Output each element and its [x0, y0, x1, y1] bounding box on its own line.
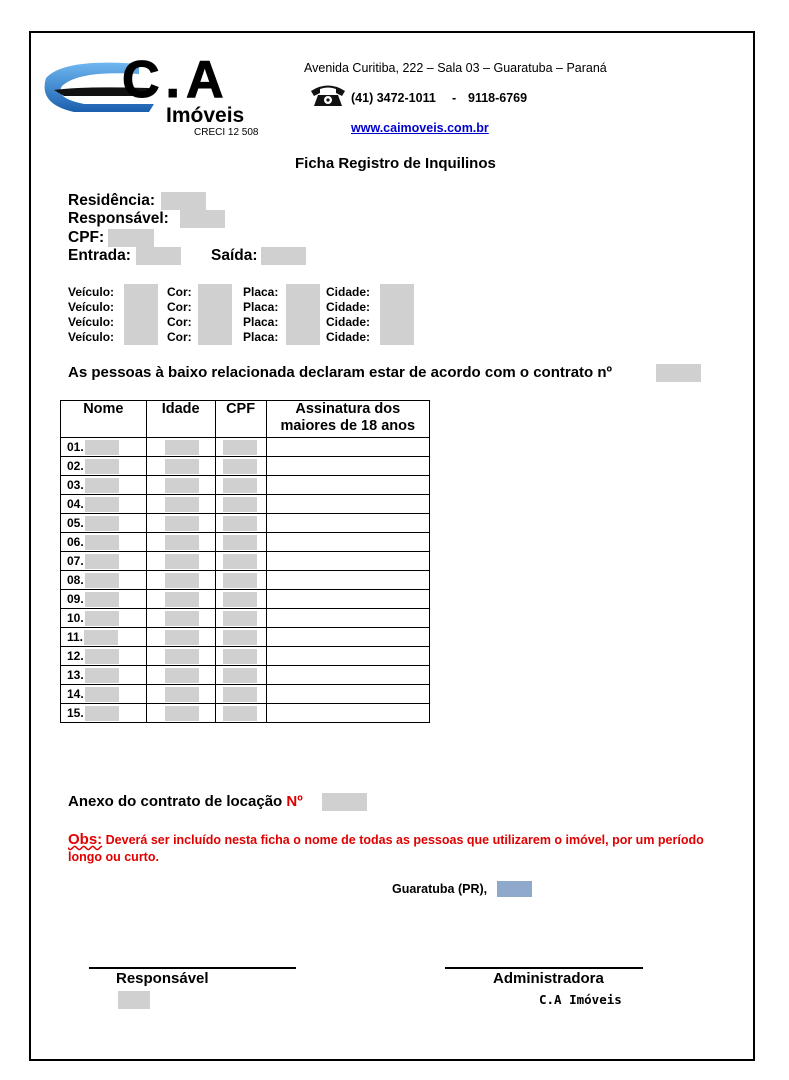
idade-field[interactable]: [165, 459, 199, 474]
row-number: 06.: [67, 535, 84, 550]
cell-assinatura[interactable]: [266, 476, 429, 495]
inhabitants-table: [60, 400, 430, 723]
entrada-label: Entrada:: [68, 247, 131, 264]
logo-sub-text: Imóveis: [166, 104, 245, 127]
cell-idade: [146, 495, 215, 514]
signature-line-left: [89, 967, 296, 969]
cell-nome: [61, 666, 147, 685]
cell-idade: [146, 590, 215, 609]
phone-number-1: (41) 3472-1011: [351, 91, 436, 105]
obs-text: Deverá ser incluído nesta ficha o nome de todas as pessoas que utilizarem o imóvel, por um período longo ou curto.: [68, 833, 704, 864]
table-row: [61, 685, 430, 704]
cell-idade: [146, 457, 215, 476]
idade-field[interactable]: [165, 668, 199, 683]
cpf-field[interactable]: [108, 229, 154, 247]
cell-assinatura[interactable]: [266, 628, 429, 647]
cell-cpf: [215, 438, 266, 457]
idade-field[interactable]: [165, 478, 199, 493]
table-row: [61, 438, 430, 457]
cell-nome: [61, 571, 147, 590]
page-title: Ficha Registro de Inquilinos: [295, 155, 496, 172]
row-number: 02.: [67, 459, 84, 474]
idade-field[interactable]: [165, 497, 199, 512]
cell-cpf: [215, 685, 266, 704]
col-assinatura-header: Assinatura dos maiores de 18 anos: [266, 401, 429, 438]
cell-idade: [146, 552, 215, 571]
cpf-label: CPF:: [68, 229, 105, 246]
cell-cpf: [215, 495, 266, 514]
cell-assinatura[interactable]: [266, 533, 429, 552]
cell-assinatura[interactable]: [266, 457, 429, 476]
table-row: [61, 457, 430, 476]
cell-nome: [61, 533, 147, 552]
idade-field[interactable]: [165, 535, 199, 550]
idade-field[interactable]: [165, 440, 199, 455]
table-row: [61, 514, 430, 533]
cell-assinatura[interactable]: [266, 514, 429, 533]
cell-nome: [61, 438, 147, 457]
placa-label: Placa:: [243, 300, 279, 314]
saida-field[interactable]: [261, 247, 306, 265]
cell-idade: [146, 533, 215, 552]
cidade-label: Cidade:: [326, 300, 371, 314]
cell-idade: [146, 704, 215, 723]
cell-nome: [61, 628, 147, 647]
cell-cpf: [215, 571, 266, 590]
cell-assinatura[interactable]: [266, 495, 429, 514]
cell-cpf: [215, 647, 266, 666]
cpf-row-field[interactable]: [223, 668, 257, 683]
cpf-row-field[interactable]: [223, 478, 257, 493]
idade-field[interactable]: [165, 706, 199, 721]
cell-nome: [61, 609, 147, 628]
col-cpf-header: CPF: [215, 401, 266, 438]
idade-field[interactable]: [165, 592, 199, 607]
cpf-row-field[interactable]: [223, 687, 257, 702]
saida-label: Saída:: [211, 247, 258, 264]
table-row: [61, 666, 430, 685]
cell-cpf: [215, 704, 266, 723]
declaration-text: As pessoas à baixo relacionada declaram estar de acordo com o contrato nº: [68, 364, 613, 381]
cell-cpf: [215, 533, 266, 552]
table-row: [61, 552, 430, 571]
cell-nome: [61, 685, 147, 704]
cpf-row-field[interactable]: [223, 630, 257, 645]
date-field[interactable]: [497, 881, 532, 897]
cor-label: Cor:: [167, 300, 192, 314]
contract-number-field[interactable]: [656, 364, 701, 382]
veiculo-label: Veículo:: [68, 315, 115, 329]
table-row: [61, 609, 430, 628]
obs-note: [68, 831, 708, 866]
nome-field[interactable]: [85, 649, 119, 664]
placa-field[interactable]: [286, 284, 320, 345]
row-number: 01.: [67, 440, 84, 455]
cell-assinatura[interactable]: [266, 571, 429, 590]
cell-idade: [146, 438, 215, 457]
cell-nome: [61, 647, 147, 666]
table-row: [61, 628, 430, 647]
signature-line-right: [445, 967, 643, 969]
nome-field[interactable]: [85, 611, 119, 626]
table-row: [61, 590, 430, 609]
cell-idade: [146, 628, 215, 647]
signature-left-field[interactable]: [118, 991, 150, 1009]
cell-assinatura[interactable]: [266, 590, 429, 609]
cor-label: Cor:: [167, 315, 192, 329]
cell-cpf: [215, 666, 266, 685]
idade-field[interactable]: [165, 630, 199, 645]
cell-idade: [146, 647, 215, 666]
phone-number-2: 9118-6769: [468, 91, 528, 105]
row-number: 12.: [67, 649, 84, 664]
cell-nome: [61, 457, 147, 476]
entrada-field[interactable]: [136, 247, 181, 265]
cell-cpf: [215, 457, 266, 476]
cell-idade: [146, 514, 215, 533]
residencia-label: Residência:: [68, 192, 156, 209]
cell-nome: [61, 476, 147, 495]
cpf-row-field[interactable]: [223, 459, 257, 474]
nome-field[interactable]: [85, 440, 119, 455]
table-row: [61, 533, 430, 552]
row-number: 04.: [67, 497, 84, 512]
signature-label-left: Responsável: [116, 970, 209, 987]
cell-idade: [146, 571, 215, 590]
cpf-row-field[interactable]: [223, 516, 257, 531]
cell-assinatura[interactable]: [266, 647, 429, 666]
row-number: 05.: [67, 516, 84, 531]
nome-field[interactable]: [85, 706, 119, 721]
anexo-number-field[interactable]: [322, 793, 367, 811]
signature-company-right: C.A Imóveis: [539, 992, 622, 1007]
cpf-row-field[interactable]: [223, 497, 257, 512]
logo-main-text: C.A: [122, 51, 230, 109]
nome-field[interactable]: [85, 497, 119, 512]
veiculo-label: Veículo:: [68, 300, 115, 314]
placa-label: Placa:: [243, 285, 279, 299]
veiculo-field[interactable]: [124, 284, 158, 345]
idade-field[interactable]: [165, 516, 199, 531]
cell-assinatura[interactable]: [266, 685, 429, 704]
cidade-field[interactable]: [380, 284, 414, 345]
idade-field[interactable]: [165, 573, 199, 588]
cpf-row-field[interactable]: [223, 554, 257, 569]
cell-cpf: [215, 514, 266, 533]
anexo-label: Anexo do contrato de locação: [68, 793, 283, 810]
cell-nome: [61, 704, 147, 723]
row-number: 10.: [67, 611, 84, 626]
table-row: [61, 704, 430, 723]
cell-nome: [61, 514, 147, 533]
idade-field[interactable]: [165, 554, 199, 569]
placa-label: Placa:: [243, 330, 279, 344]
nome-field[interactable]: [85, 478, 119, 493]
row-number: 13.: [67, 668, 84, 683]
nome-field[interactable]: [85, 592, 119, 607]
nome-field[interactable]: [85, 516, 119, 531]
cell-idade: [146, 685, 215, 704]
telephone-icon: [309, 82, 347, 108]
cor-label: Cor:: [167, 285, 192, 299]
row-number: 09.: [67, 592, 84, 607]
residencia-field[interactable]: [161, 192, 206, 210]
row-number: 03.: [67, 478, 84, 493]
table-header-row: [61, 401, 430, 438]
obs-label: Obs:: [68, 831, 103, 848]
nome-field[interactable]: [85, 687, 119, 702]
signature-label-right: Administradora: [493, 970, 604, 987]
cell-cpf: [215, 552, 266, 571]
table-body: [61, 438, 430, 723]
cell-assinatura[interactable]: [266, 704, 429, 723]
cidade-label: Cidade:: [326, 285, 371, 299]
table-row: [61, 571, 430, 590]
cpf-row-field[interactable]: [223, 573, 257, 588]
row-number: 08.: [67, 573, 84, 588]
cpf-row-field[interactable]: [223, 535, 257, 550]
cell-nome: [61, 590, 147, 609]
cpf-row-field[interactable]: [223, 611, 257, 626]
cell-assinatura[interactable]: [266, 438, 429, 457]
col-nome-header: Nome: [61, 401, 147, 438]
nome-field[interactable]: [85, 573, 119, 588]
nome-field[interactable]: [85, 459, 119, 474]
cell-idade: [146, 609, 215, 628]
cell-assinatura[interactable]: [266, 666, 429, 685]
row-number: 11.: [67, 630, 84, 645]
cell-cpf: [215, 590, 266, 609]
cpf-row-field[interactable]: [223, 706, 257, 721]
nome-field[interactable]: [85, 554, 119, 569]
row-number: 14.: [67, 687, 84, 702]
logo-creci: CRECI 12 508: [194, 127, 259, 138]
table-row: [61, 647, 430, 666]
cor-field[interactable]: [198, 284, 232, 345]
col-idade-header: Idade: [146, 401, 215, 438]
idade-field[interactable]: [165, 611, 199, 626]
responsavel-field[interactable]: [180, 210, 225, 228]
cell-idade: [146, 666, 215, 685]
nome-field[interactable]: [85, 535, 119, 550]
table-row: [61, 476, 430, 495]
placa-label: Placa:: [243, 315, 279, 329]
cell-cpf: [215, 609, 266, 628]
cell-cpf: [215, 476, 266, 495]
table-row: [61, 495, 430, 514]
cpf-row-field[interactable]: [223, 649, 257, 664]
row-number: 15.: [67, 706, 84, 721]
phone-separator: -: [452, 91, 457, 105]
anexo-number-label: Nº: [286, 793, 303, 810]
company-logo: [44, 51, 279, 141]
veiculo-label: Veículo:: [68, 330, 115, 344]
cell-nome: [61, 552, 147, 571]
cidade-label: Cidade:: [326, 315, 371, 329]
company-address: Avenida Curitiba, 222 – Sala 03 – Guaratuba – Paraná: [304, 61, 607, 75]
cell-assinatura[interactable]: [266, 552, 429, 571]
cell-idade: [146, 476, 215, 495]
nome-field[interactable]: [84, 630, 118, 645]
idade-field[interactable]: [165, 687, 199, 702]
website-link[interactable]: www.caimoveis.com.br: [351, 121, 489, 135]
cpf-row-field[interactable]: [223, 592, 257, 607]
row-number: 07.: [67, 554, 84, 569]
cidade-label: Cidade:: [326, 330, 371, 344]
cell-cpf: [215, 628, 266, 647]
cell-assinatura[interactable]: [266, 609, 429, 628]
place-date-label: Guaratuba (PR),: [392, 882, 488, 896]
cor-label: Cor:: [167, 330, 192, 344]
anexo-text: [68, 793, 303, 810]
nome-field[interactable]: [85, 668, 119, 683]
veiculo-label: Veículo:: [68, 285, 115, 299]
cell-nome: [61, 495, 147, 514]
cpf-row-field[interactable]: [223, 440, 257, 455]
responsavel-label: Responsável:: [68, 210, 169, 227]
idade-field[interactable]: [165, 649, 199, 664]
